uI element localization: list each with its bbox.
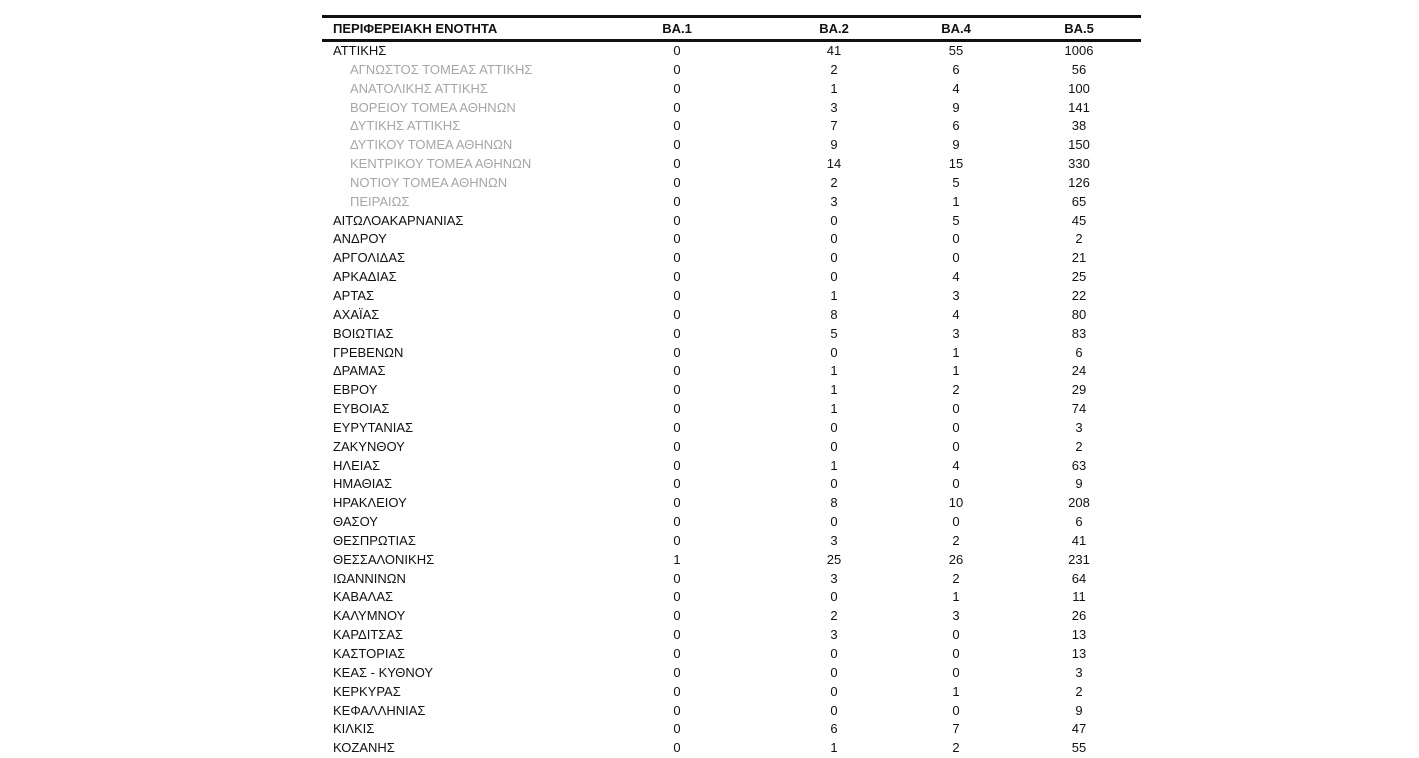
ba2-cell: 41 — [826, 43, 842, 58]
ba1-cell: 0 — [673, 419, 681, 435]
ba2-cell: 0 — [830, 269, 838, 285]
ba2-cell: 0 — [830, 589, 838, 605]
ba1-cell: 0 — [673, 250, 681, 266]
table-subrow — [322, 99, 1141, 118]
table-row — [322, 720, 1141, 739]
table-subrow — [322, 80, 1141, 99]
table-row — [322, 306, 1141, 325]
ba4-cell: 0 — [952, 250, 960, 266]
ba5-cell: 150 — [1068, 137, 1090, 153]
ba1-cell: 0 — [673, 608, 681, 624]
table-row — [322, 588, 1141, 607]
header-ba1: ΒΑ.1 — [662, 21, 692, 36]
ba1-cell: 0 — [673, 702, 681, 718]
ba5-cell: 330 — [1068, 156, 1090, 172]
ba2-cell: 1 — [830, 287, 838, 303]
region-name-cell: ΗΛΕΙΑΣ — [333, 457, 381, 473]
ba1-cell: 0 — [673, 646, 681, 661]
table-row — [322, 475, 1141, 494]
ba5-cell: 65 — [1071, 193, 1087, 209]
ba2-cell: 2 — [830, 61, 838, 77]
ba4-cell: 2 — [952, 570, 960, 586]
region-name-cell: ΘΕΣΠΡΩΤΙΑΣ — [333, 532, 416, 548]
table-row — [322, 230, 1141, 249]
ba1-cell: 0 — [673, 476, 681, 492]
ba2-cell: 2 — [830, 608, 838, 624]
table-row — [322, 664, 1141, 683]
ba5-cell: 45 — [1071, 212, 1087, 228]
ba2-cell: 0 — [830, 514, 838, 530]
ba1-cell: 0 — [673, 212, 681, 228]
ba4-cell: 26 — [948, 551, 964, 567]
table-subrow — [322, 174, 1141, 193]
ba1-cell: 0 — [673, 401, 681, 417]
region-name-cell: ΔΡΑΜΑΣ — [333, 363, 386, 379]
ba4-cell: 4 — [952, 457, 960, 473]
region-name-cell: ΑΝΑΤΟΛΙΚΗΣ ΑΤΤΙΚΗΣ — [350, 80, 488, 96]
regional-table — [322, 15, 1141, 758]
ba5-cell: 6 — [1075, 344, 1083, 360]
table-row — [322, 268, 1141, 287]
ba4-cell: 3 — [952, 325, 960, 341]
ba1-cell: 0 — [673, 532, 681, 548]
ba4-cell: 2 — [952, 532, 960, 548]
ba4-cell: 2 — [952, 740, 960, 756]
ba2-cell: 0 — [830, 664, 838, 680]
ba4-cell: 4 — [952, 80, 960, 96]
ba2-cell: 9 — [830, 137, 838, 153]
table-row — [322, 645, 1141, 664]
table-body — [322, 42, 1141, 758]
ba2-cell: 0 — [830, 419, 838, 435]
ba4-cell: 9 — [952, 137, 960, 153]
region-name-cell: ΚΕΝΤΡΙΚΟΥ ΤΟΜΕΑ ΑΘΗΝΩΝ — [350, 156, 532, 172]
region-name-cell: ΑΡΤΑΣ — [333, 287, 375, 303]
ba1-cell: 1 — [673, 551, 681, 567]
ba4-cell: 3 — [952, 608, 960, 624]
ba2-cell: 0 — [830, 702, 838, 718]
region-name-cell: ΗΜΑΘΙΑΣ — [333, 476, 393, 492]
ba1-cell: 0 — [673, 721, 681, 737]
region-name-cell: ΚΙΛΚΙΣ — [333, 721, 375, 737]
ba2-cell: 8 — [830, 495, 838, 511]
ba2-cell: 0 — [830, 344, 838, 360]
region-name-cell: ΚΕΑΣ - ΚΥΘΝΟΥ — [333, 664, 434, 680]
ba4-cell: 1 — [952, 193, 960, 209]
ba5-cell: 64 — [1071, 570, 1087, 586]
table-subrow — [322, 193, 1141, 212]
table-row — [322, 287, 1141, 306]
region-name-cell: ΒΟΙΩΤΙΑΣ — [333, 325, 394, 341]
region-name-cell: ΑΙΤΩΛΟΑΚΑΡΝΑΝΙΑΣ — [333, 212, 464, 228]
ba1-cell: 0 — [673, 231, 681, 247]
table-row — [322, 570, 1141, 589]
ba4-cell: 0 — [952, 438, 960, 454]
table-row — [322, 513, 1141, 532]
ba5-cell: 9 — [1075, 702, 1083, 718]
ba4-cell: 1 — [952, 344, 960, 360]
table-row — [322, 626, 1141, 645]
ba1-cell: 0 — [673, 627, 681, 643]
ba1-cell: 0 — [673, 193, 681, 209]
table-row — [322, 400, 1141, 419]
ba4-cell: 5 — [952, 174, 960, 190]
ba2-cell: 1 — [830, 401, 838, 417]
table-header-row — [322, 18, 1141, 39]
ba5-cell: 231 — [1068, 551, 1090, 567]
ba4-cell: 15 — [948, 156, 964, 172]
ba4-cell: 0 — [952, 664, 960, 680]
table-row — [322, 42, 1141, 61]
ba5-cell: 3 — [1075, 664, 1083, 680]
ba5-cell: 74 — [1071, 401, 1087, 417]
ba4-cell: 9 — [952, 99, 960, 115]
region-name-cell: ΑΓΝΩΣΤΟΣ ΤΟΜΕΑΣ ΑΤΤΙΚΗΣ — [350, 61, 533, 77]
header-ba4: ΒΑ.4 — [941, 21, 971, 36]
ba2-cell: 1 — [830, 382, 838, 398]
region-name-cell: ΕΒΡΟΥ — [333, 382, 378, 398]
region-name-cell: ΑΤΤΙΚΗΣ — [333, 43, 387, 58]
ba2-cell: 25 — [826, 551, 842, 567]
ba2-cell: 8 — [830, 306, 838, 322]
table-row — [322, 607, 1141, 626]
ba2-cell: 3 — [830, 99, 838, 115]
ba5-cell: 29 — [1071, 382, 1087, 398]
header-ba2: ΒΑ.2 — [819, 21, 849, 36]
ba4-cell: 7 — [952, 721, 960, 737]
ba1-cell: 0 — [673, 306, 681, 322]
region-name-cell: ΘΑΣΟΥ — [333, 514, 378, 530]
ba5-cell: 63 — [1071, 457, 1087, 473]
ba1-cell: 0 — [673, 457, 681, 473]
table-row — [322, 702, 1141, 721]
ba5-cell: 21 — [1071, 250, 1087, 266]
table-row — [322, 344, 1141, 363]
ba4-cell: 0 — [952, 401, 960, 417]
region-name-cell: ΚΑΡΔΙΤΣΑΣ — [333, 627, 404, 643]
ba5-cell: 126 — [1068, 174, 1090, 190]
ba4-cell: 5 — [952, 212, 960, 228]
region-name-cell: ΑΝΔΡΟΥ — [333, 231, 387, 247]
ba4-cell: 1 — [952, 589, 960, 605]
region-name-cell: ΚΕΡΚΥΡΑΣ — [333, 683, 401, 699]
table-subrow — [322, 136, 1141, 155]
ba5-cell: 41 — [1071, 532, 1087, 548]
ba2-cell: 0 — [830, 683, 838, 699]
region-name-cell: ΓΡΕΒΕΝΩΝ — [333, 344, 404, 360]
ba5-cell: 9 — [1075, 476, 1083, 492]
region-name-cell: ΑΧΑΪΑΣ — [333, 306, 380, 322]
ba1-cell: 0 — [673, 664, 681, 680]
ba2-cell: 3 — [830, 570, 838, 586]
region-name-cell: ΒΟΡΕΙΟΥ ΤΟΜΕΑ ΑΘΗΝΩΝ — [350, 99, 516, 115]
ba1-cell: 0 — [673, 363, 681, 379]
table-row — [322, 381, 1141, 400]
region-name-cell: ΝΟΤΙΟΥ ΤΟΜΕΑ ΑΘΗΝΩΝ — [350, 174, 508, 190]
ba2-cell: 0 — [830, 476, 838, 492]
table-row — [322, 249, 1141, 268]
ba5-cell: 55 — [1071, 740, 1087, 756]
table-row — [322, 325, 1141, 344]
ba4-cell: 0 — [952, 646, 960, 661]
ba5-cell: 2 — [1075, 438, 1083, 454]
ba4-cell: 0 — [952, 231, 960, 247]
ba1-cell: 0 — [673, 156, 681, 172]
ba2-cell: 0 — [830, 438, 838, 454]
region-name-cell: ΑΡΓΟΛΙΔΑΣ — [333, 250, 406, 266]
region-name-cell: ΔΥΤΙΚΗΣ ΑΤΤΙΚΗΣ — [350, 118, 461, 134]
ba4-cell: 4 — [952, 306, 960, 322]
ba1-cell: 0 — [673, 174, 681, 190]
region-name-cell: ΘΕΣΣΑΛΟΝΙΚΗΣ — [333, 551, 435, 567]
region-name-cell: ΑΡΚΑΔΙΑΣ — [333, 269, 397, 285]
ba5-cell: 80 — [1071, 306, 1087, 322]
table-row — [322, 739, 1141, 758]
ba2-cell: 6 — [830, 721, 838, 737]
ba2-cell: 14 — [826, 156, 842, 172]
ba1-cell: 0 — [673, 43, 681, 58]
ba4-cell: 6 — [952, 118, 960, 134]
region-name-cell: ΖΑΚΥΝΘΟΥ — [333, 438, 405, 454]
ba1-cell: 0 — [673, 382, 681, 398]
table-row — [322, 551, 1141, 570]
ba5-cell: 11 — [1072, 589, 1086, 605]
ba1-cell: 0 — [673, 80, 681, 96]
ba5-cell: 13 — [1071, 646, 1087, 661]
ba2-cell: 3 — [830, 532, 838, 548]
ba1-cell: 0 — [673, 287, 681, 303]
region-name-cell: ΕΥΡΥΤΑΝΙΑΣ — [333, 419, 414, 435]
ba2-cell: 0 — [830, 250, 838, 266]
ba2-cell: 5 — [830, 325, 838, 341]
table-subrow — [322, 155, 1141, 174]
ba5-cell: 3 — [1075, 419, 1083, 435]
ba4-cell: 55 — [948, 43, 964, 58]
ba5-cell: 100 — [1068, 80, 1090, 96]
ba1-cell: 0 — [673, 740, 681, 756]
region-name-cell: ΔΥΤΙΚΟΥ ΤΟΜΕΑ ΑΘΗΝΩΝ — [350, 137, 513, 153]
ba4-cell: 6 — [952, 61, 960, 77]
ba1-cell: 0 — [673, 495, 681, 511]
ba5-cell: 83 — [1071, 325, 1087, 341]
ba4-cell: 1 — [952, 363, 960, 379]
ba4-cell: 0 — [952, 476, 960, 492]
ba5-cell: 2 — [1075, 683, 1083, 699]
region-name-cell: ΚΕΦΑΛΛΗΝΙΑΣ — [333, 702, 426, 718]
ba5-cell: 26 — [1071, 608, 1087, 624]
ba5-cell: 24 — [1071, 363, 1087, 379]
ba2-cell: 0 — [830, 646, 838, 661]
ba2-cell: 1 — [830, 457, 838, 473]
ba5-cell: 47 — [1071, 721, 1087, 737]
ba1-cell: 0 — [673, 514, 681, 530]
ba5-cell: 38 — [1071, 118, 1087, 134]
ba2-cell: 3 — [830, 193, 838, 209]
header-region: ΠΕΡΙΦΕΡΕΙΑΚΗ ΕΝΟΤΗΤΑ — [333, 21, 498, 36]
ba5-cell: 22 — [1071, 287, 1087, 303]
region-name-cell: ΙΩΑΝΝΙΝΩΝ — [333, 570, 406, 586]
ba1-cell: 0 — [673, 589, 681, 605]
ba5-cell: 56 — [1071, 61, 1087, 77]
ba1-cell: 0 — [673, 118, 681, 134]
ba4-cell: 0 — [952, 419, 960, 435]
table-row — [322, 494, 1141, 513]
ba4-cell: 10 — [948, 495, 964, 511]
table-row — [322, 362, 1141, 381]
ba1-cell: 0 — [673, 570, 681, 586]
ba1-cell: 0 — [673, 61, 681, 77]
ba1-cell: 0 — [673, 438, 681, 454]
ba5-cell: 25 — [1071, 269, 1087, 285]
ba2-cell: 2 — [830, 174, 838, 190]
ba5-cell: 6 — [1075, 514, 1083, 530]
ba5-cell: 141 — [1068, 99, 1090, 115]
ba5-cell: 13 — [1071, 627, 1087, 643]
ba1-cell: 0 — [673, 325, 681, 341]
ba1-cell: 0 — [673, 269, 681, 285]
ba2-cell: 7 — [830, 118, 838, 134]
region-name-cell: ΠΕΙΡΑΙΩΣ — [350, 193, 410, 209]
ba1-cell: 0 — [673, 137, 681, 153]
region-name-cell: ΚΑΣΤΟΡΙΑΣ — [333, 646, 406, 661]
ba2-cell: 0 — [830, 212, 838, 228]
ba1-cell: 0 — [673, 683, 681, 699]
region-name-cell: ΚΟΖΑΝΗΣ — [333, 740, 395, 756]
ba2-cell: 1 — [830, 80, 838, 96]
ba5-cell: 2 — [1075, 231, 1083, 247]
table-row — [322, 419, 1141, 438]
ba4-cell: 0 — [952, 514, 960, 530]
table-subrow — [322, 117, 1141, 136]
ba2-cell: 1 — [830, 740, 838, 756]
region-name-cell: ΚΑΒΑΛΑΣ — [333, 589, 394, 605]
table-row — [322, 457, 1141, 476]
ba4-cell: 4 — [952, 269, 960, 285]
ba1-cell: 0 — [673, 99, 681, 115]
ba4-cell: 0 — [952, 627, 960, 643]
ba4-cell: 3 — [952, 287, 960, 303]
ba1-cell: 0 — [673, 344, 681, 360]
header-ba5: ΒΑ.5 — [1064, 21, 1094, 36]
ba2-cell: 0 — [830, 231, 838, 247]
ba5-cell: 1006 — [1064, 43, 1094, 58]
ba4-cell: 0 — [952, 702, 960, 718]
table-row — [322, 438, 1141, 457]
ba4-cell: 2 — [952, 382, 960, 398]
ba2-cell: 1 — [830, 363, 838, 379]
table-subrow — [322, 61, 1141, 80]
ba4-cell: 1 — [952, 683, 960, 699]
region-name-cell: ΗΡΑΚΛΕΙΟΥ — [333, 495, 407, 511]
table-row — [322, 683, 1141, 702]
region-name-cell: ΚΑΛΥΜΝΟΥ — [333, 608, 406, 624]
table-row — [322, 212, 1141, 231]
ba2-cell: 3 — [830, 627, 838, 643]
table-row — [322, 532, 1141, 551]
ba5-cell: 208 — [1068, 495, 1090, 511]
region-name-cell: ΕΥΒΟΙΑΣ — [333, 401, 390, 417]
